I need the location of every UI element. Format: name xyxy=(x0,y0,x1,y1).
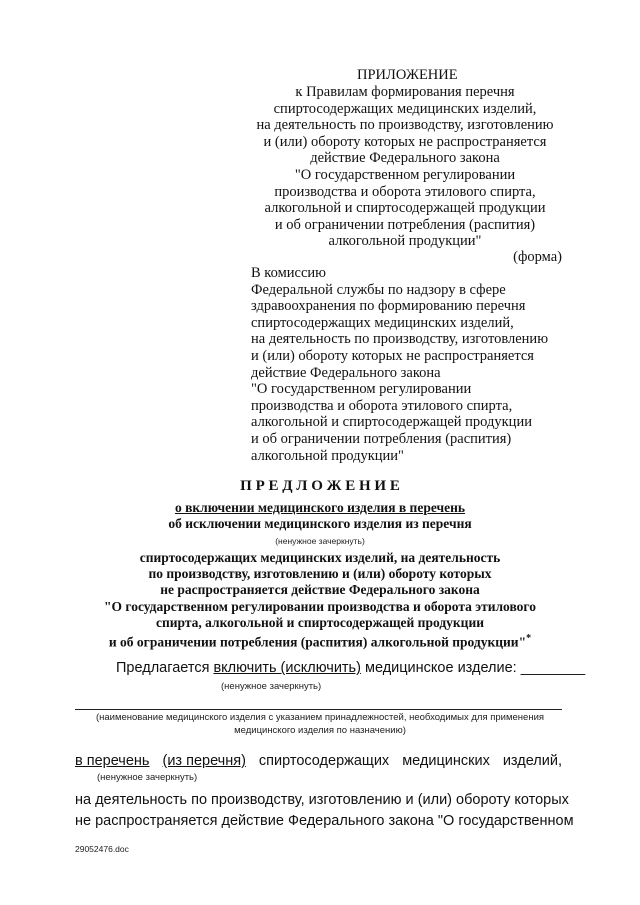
footnote-mark: * xyxy=(526,633,532,645)
proposed-line xyxy=(116,660,585,676)
list-word: медицинских xyxy=(402,753,490,769)
para-line-1: на деятельность по производству, изготовлению и (или) обороту которых xyxy=(75,792,569,808)
form-label: (форма) xyxy=(513,249,562,265)
addressee-line: Федеральной службы по надзору в сфере xyxy=(251,281,506,298)
addressee-line: алкогольной продукции" xyxy=(251,447,404,464)
list-word: спиртосодержащих xyxy=(258,753,390,769)
appendix-line: действие Федерального закона xyxy=(310,150,500,167)
appendix-line: алкогольной и спиртосодержащей продукции xyxy=(264,200,546,217)
list-word: изделий, xyxy=(502,753,562,769)
appendix-line: к Правилам формирования перечня xyxy=(295,84,515,100)
subject-line: и об ограничении потребления (распития) алкогольной продукции"* xyxy=(108,633,532,650)
addressee-line: В комиссию xyxy=(251,265,326,281)
subject-line: по производству, изготовлению и (или) обороту которых xyxy=(148,566,492,582)
proposed-suffix: медицинское изделие: ________ xyxy=(360,660,586,676)
proposal-subject xyxy=(0,550,640,651)
appendix-block xyxy=(230,84,580,250)
proposal-options xyxy=(0,500,640,532)
appendix-line: алкогольной продукции" xyxy=(328,233,482,250)
device-name-line xyxy=(75,709,562,710)
appendix-line: и об ограничении потребления (распития) xyxy=(274,216,536,233)
list-line xyxy=(75,753,562,769)
addressee-line: "О государственном регулировании xyxy=(251,381,472,398)
proposed-prefix: Предлагается xyxy=(116,660,214,676)
strike-note-2: (ненужное зачеркнуть) xyxy=(97,772,198,783)
subject-line: спирта, алкогольной и спиртосодержащей продукции xyxy=(155,614,485,630)
appendix-line: на деятельность по производству, изготовлению xyxy=(256,117,554,134)
subject-line: спиртосодержащих медицинских изделий, на деятельность xyxy=(139,550,501,565)
option-exclude: об исключении медицинского изделия из перечня xyxy=(168,516,472,531)
addressee-block xyxy=(251,265,548,464)
addressee-line: действие Федерального закона xyxy=(251,364,441,381)
strike-note-1: (ненужное зачеркнуть) xyxy=(221,681,322,692)
para-line-2: не распространяется действие Федерального закона "О государственном xyxy=(75,813,574,829)
option-include: о включении медицинского изделия в перечень xyxy=(174,500,466,515)
footer-filename: 29052476.doc xyxy=(75,844,129,854)
subject-line: не распространяется действие Федерального закона xyxy=(160,582,480,598)
device-caption: (наименование медицинского изделия с указанием принадлежностей, необходимых для применения медицинского изделия по назначению) xyxy=(95,712,545,736)
appendix-line: производства и оборота этилового спирта, xyxy=(274,183,536,200)
proposed-choice: включить (исключить) xyxy=(213,660,361,676)
addressee-line: на деятельность по производству, изготовлению xyxy=(251,331,549,348)
subject-line: "О государственном регулировании производства и оборота этилового xyxy=(104,598,536,614)
proposal-heading: П Р Е Д Л О Ж Е Н И Е xyxy=(240,478,400,494)
appendix-line: спиртосодержащих медицинских изделий, xyxy=(273,100,537,117)
addressee-line: алкогольной и спиртосодержащей продукции xyxy=(251,414,532,431)
addressee-line: производства и оборота этилового спирта, xyxy=(251,397,513,414)
appendix-title: ПРИЛОЖЕНИЕ xyxy=(357,67,458,83)
list-out: (из перечня) xyxy=(162,753,246,769)
appendix-line: "О государственном регулировании xyxy=(294,166,516,183)
addressee-line: спиртосодержащих медицинских изделий, xyxy=(251,314,514,331)
addressee-line: и (или) обороту которых не распространяется xyxy=(251,347,534,364)
addressee-line: здравоохранения по формированию перечня xyxy=(251,298,526,315)
appendix-line: и (или) обороту которых не распространяется xyxy=(263,133,547,150)
list-in: в перечень xyxy=(75,753,150,769)
strike-note-heading: (ненужное зачеркнуть) xyxy=(275,536,365,546)
addressee-line: и об ограничении потребления (распития) xyxy=(251,430,512,447)
